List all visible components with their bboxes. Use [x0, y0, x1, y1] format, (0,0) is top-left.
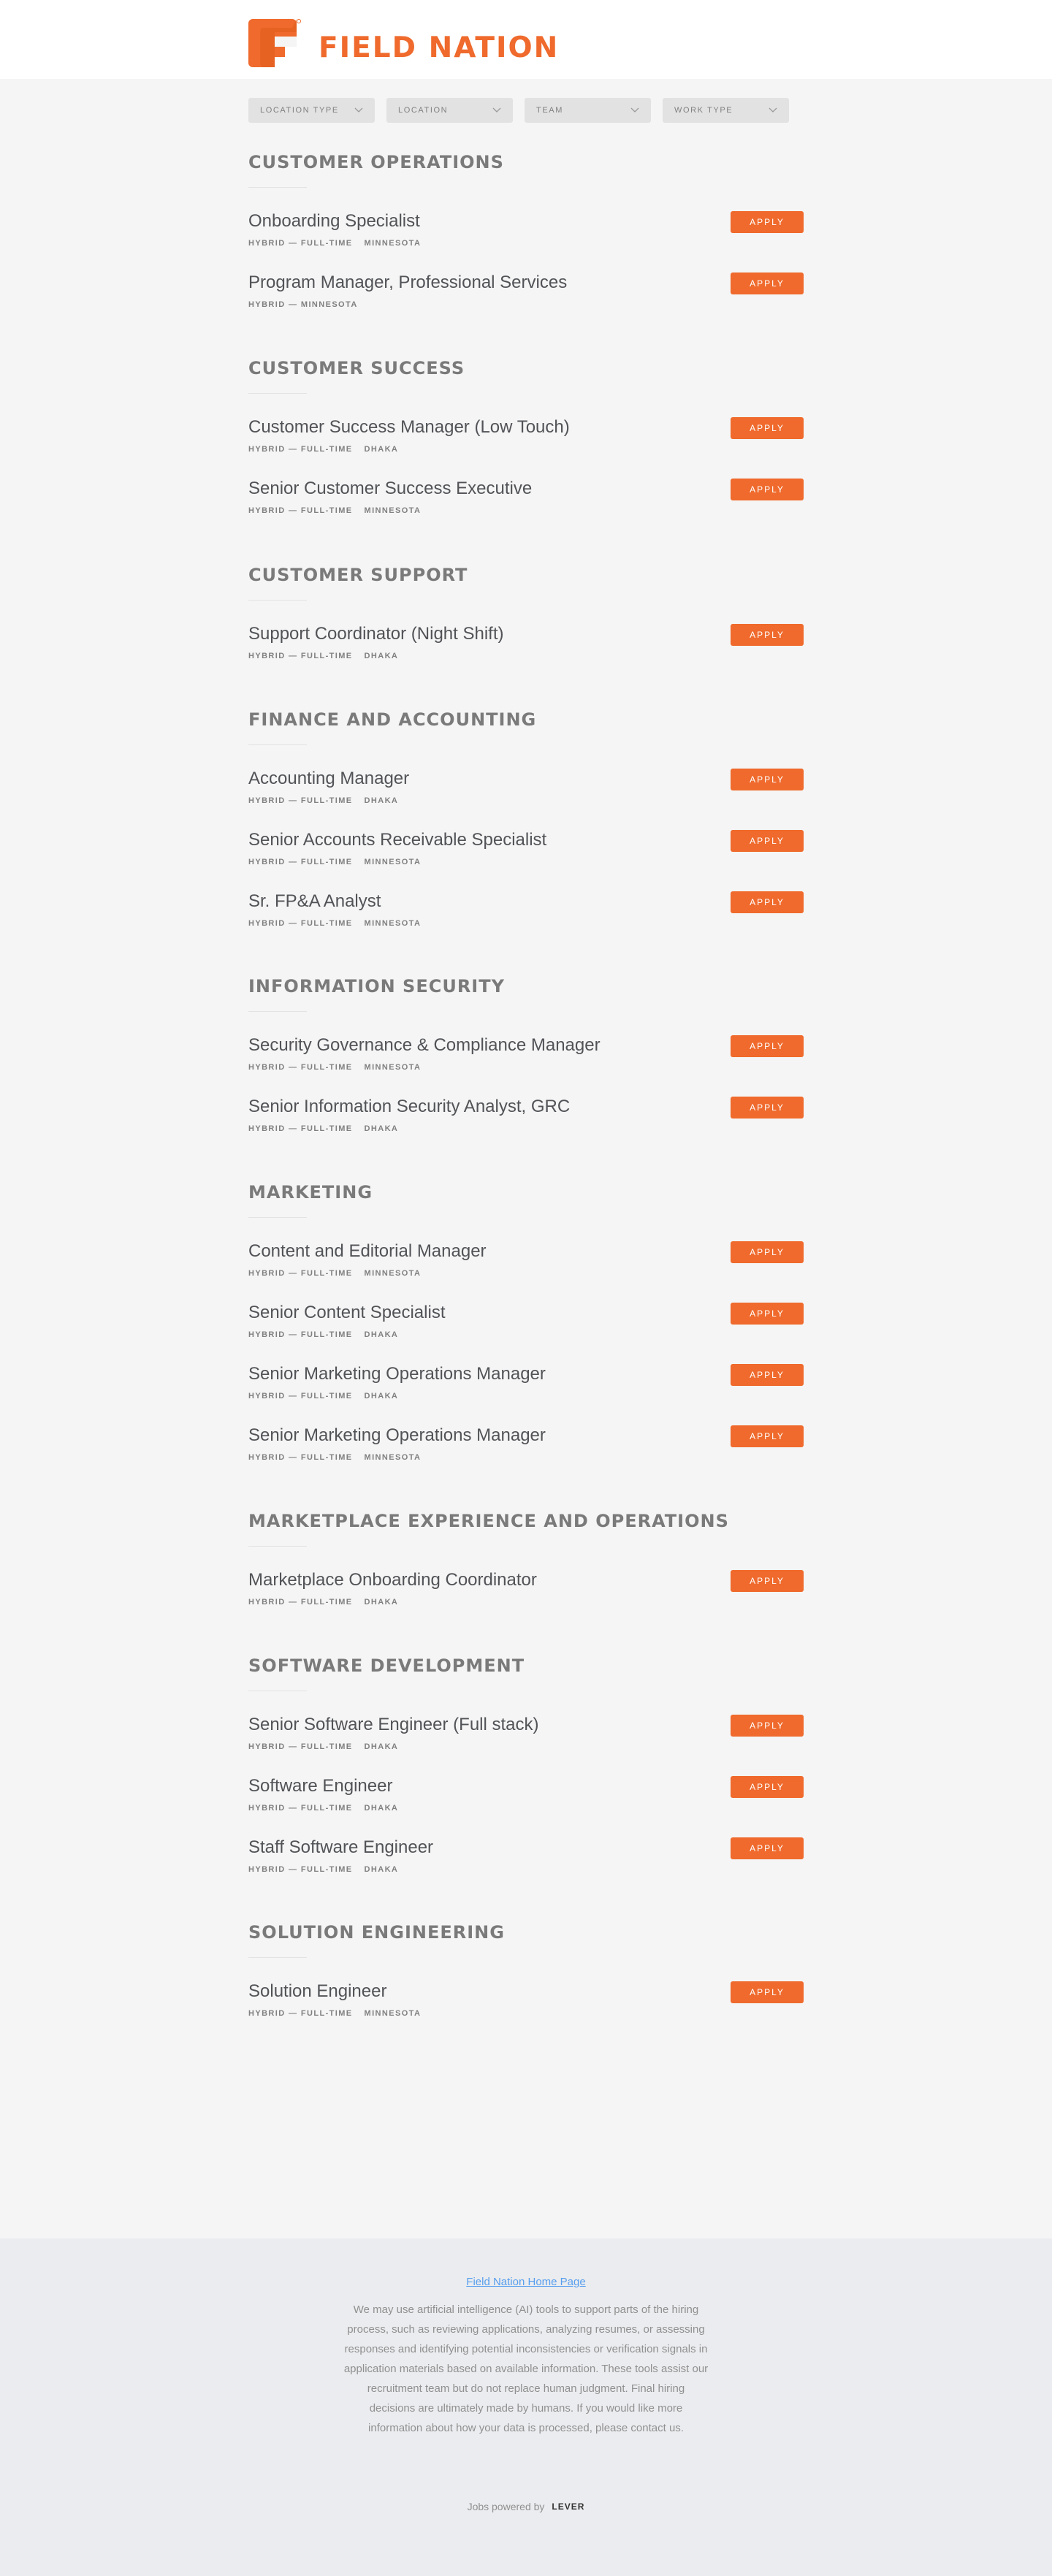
posting-commitment: HYBRID — FULL-TIME [248, 919, 353, 928]
posting-group [248, 1184, 804, 1487]
posting-location: DHAKA [364, 796, 399, 805]
posting-meta [248, 1269, 421, 1278]
group-title: MARKETING [248, 1182, 373, 1203]
group-divider [248, 600, 307, 601]
posting-title[interactable]: Software Engineer [248, 1776, 393, 1796]
posting-commitment: HYBRID — FULL-TIME [248, 1742, 353, 1751]
posting-list [248, 1570, 804, 1631]
posting-title[interactable]: Senior Marketing Operations Manager [248, 1425, 546, 1445]
posting-row[interactable] [248, 1303, 804, 1364]
brand-name: FIELD NATION [319, 31, 560, 64]
filter-label: WORK TYPE [674, 106, 733, 115]
posting-title[interactable]: Senior Information Security Analyst, GRC [248, 1097, 571, 1116]
posting-meta [248, 1392, 398, 1401]
posting-list [248, 417, 804, 540]
posting-list [248, 1035, 804, 1158]
filter-bar [248, 98, 789, 123]
posting-meta [248, 1804, 398, 1813]
posting-title[interactable]: Accounting Manager [248, 769, 410, 788]
posting-location: DHAKA [364, 1330, 399, 1339]
posting-location: DHAKA [364, 1742, 399, 1751]
group-title: SOFTWARE DEVELOPMENT [248, 1655, 525, 1676]
page-footer [0, 2238, 1052, 2576]
posting-meta [248, 652, 398, 660]
chevron-down-icon [354, 107, 363, 113]
apply-button[interactable]: APPLY [731, 624, 804, 646]
posting-location: MINNESOTA [364, 1063, 422, 1072]
posting-commitment: HYBRID — FULL-TIME [248, 1392, 353, 1401]
apply-button[interactable]: APPLY [731, 1097, 804, 1119]
apply-button[interactable]: APPLY [731, 1364, 804, 1386]
filter-work-type[interactable] [663, 98, 789, 123]
apply-button[interactable]: APPLY [731, 1837, 804, 1859]
posting-meta [248, 445, 398, 454]
posting-title[interactable]: Onboarding Specialist [248, 211, 420, 231]
group-title: CUSTOMER OPERATIONS [248, 152, 504, 172]
posting-location: DHAKA [364, 1804, 399, 1813]
posting-title[interactable]: Senior Accounts Receivable Specialist [248, 830, 547, 850]
posting-row[interactable] [248, 1715, 804, 1776]
posting-list [248, 1241, 804, 1487]
home-page-link[interactable]: Field Nation Home Page [466, 2276, 586, 2288]
posting-location: DHAKA [364, 1392, 399, 1401]
posting-row[interactable] [248, 1776, 804, 1837]
posting-group [248, 1657, 804, 1899]
site-header [0, 0, 1052, 79]
group-divider [248, 1217, 307, 1218]
posting-row[interactable] [248, 1570, 804, 1631]
group-divider [248, 393, 307, 394]
posting-row[interactable] [248, 1241, 804, 1303]
field-nation-logo-icon [248, 19, 301, 70]
posting-title[interactable]: Senior Marketing Operations Manager [248, 1364, 546, 1384]
posting-row[interactable] [248, 479, 804, 540]
posting-commitment: HYBRID — FULL-TIME [248, 1453, 353, 1462]
group-divider [248, 1011, 307, 1012]
posting-title[interactable]: Security Governance & Compliance Manager [248, 1035, 601, 1055]
posting-commitment: HYBRID — FULL-TIME [248, 858, 353, 866]
posting-title[interactable]: Senior Software Engineer (Full stack) [248, 1715, 539, 1734]
posting-row[interactable] [248, 1364, 804, 1425]
posting-meta [248, 1330, 398, 1339]
filter-label: LOCATION TYPE [260, 106, 339, 115]
posting-commitment: HYBRID — FULL-TIME [248, 445, 353, 454]
posting-location: MINNESOTA [364, 1453, 422, 1462]
posting-meta [248, 239, 421, 248]
filter-team[interactable] [525, 98, 651, 123]
apply-button[interactable]: APPLY [731, 1776, 804, 1798]
posting-commitment: HYBRID — FULL-TIME [248, 1124, 353, 1133]
group-title: MARKETPLACE EXPERIENCE AND OPERATIONS [248, 1511, 729, 1531]
group-divider [248, 744, 307, 745]
posting-list [248, 1981, 804, 2043]
posting-location: MINNESOTA [364, 858, 422, 866]
posting-group [248, 1512, 804, 1631]
posting-group [248, 566, 804, 685]
posting-title[interactable]: Customer Success Manager (Low Touch) [248, 417, 570, 437]
filter-label: LOCATION [398, 106, 449, 115]
group-title: CUSTOMER SUCCESS [248, 358, 465, 378]
posting-row[interactable] [248, 830, 804, 891]
posting-row[interactable] [248, 211, 804, 273]
apply-button[interactable]: APPLY [731, 891, 804, 913]
posting-title[interactable]: Sr. FP&A Analyst [248, 891, 381, 911]
posting-list [248, 211, 804, 334]
group-divider [248, 187, 307, 188]
apply-button[interactable]: APPLY [731, 1715, 804, 1737]
posting-title[interactable]: Senior Customer Success Executive [248, 479, 533, 498]
posting-location: MINNESOTA [364, 1269, 422, 1278]
posting-meta [248, 2009, 421, 2018]
group-title: CUSTOMER SUPPORT [248, 565, 468, 585]
posting-row[interactable] [248, 1097, 804, 1158]
posting-meta [248, 1742, 398, 1751]
posting-meta [248, 1124, 398, 1133]
posting-title[interactable]: Solution Engineer [248, 1981, 387, 2001]
posting-meta [248, 1598, 398, 1607]
posting-location: MINNESOTA [364, 2009, 422, 2018]
posting-location: DHAKA [364, 652, 399, 660]
posting-commitment: HYBRID — FULL-TIME [248, 796, 353, 805]
chevron-down-icon [630, 107, 639, 113]
posting-row[interactable] [248, 1981, 804, 2043]
apply-button[interactable]: APPLY [731, 1241, 804, 1263]
posting-meta [248, 506, 421, 515]
posting-title[interactable]: Staff Software Engineer [248, 1837, 434, 1857]
filter-label: TEAM [536, 106, 563, 115]
group-title: INFORMATION SECURITY [248, 976, 505, 997]
posting-meta [248, 919, 421, 928]
posting-location: DHAKA [364, 1598, 399, 1607]
posting-row[interactable] [248, 624, 804, 685]
posting-title[interactable]: Marketplace Onboarding Coordinator [248, 1570, 537, 1590]
posting-meta [248, 1453, 421, 1462]
posting-row[interactable] [248, 1837, 804, 1899]
posting-list [248, 1715, 804, 1899]
posting-list [248, 769, 804, 953]
apply-button[interactable]: APPLY [731, 1035, 804, 1057]
apply-button[interactable]: APPLY [731, 1303, 804, 1325]
apply-button[interactable]: APPLY [731, 830, 804, 852]
posting-title[interactable]: Content and Editorial Manager [248, 1241, 487, 1261]
posting-title[interactable]: Senior Content Specialist [248, 1303, 446, 1322]
ai-notice: We may use artificial intelligence (AI) tools to support parts of the hiring process, such as reviewing applications, analyzing resumes, or assessing responses and identifying potential inconsistencies or verification signals in application materials based on available information. These tools assist our recruitment team but do not replace human judgment. Final hiring decisions are ultimately made by humans. If you would like more information about how your data is processed, please contact us. [343, 2303, 709, 2434]
apply-button[interactable]: APPLY [731, 1425, 804, 1447]
posting-meta [248, 300, 358, 309]
posting-group [248, 359, 804, 540]
posting-commitment: HYBRID — FULL-TIME [248, 1269, 353, 1278]
powered-by-label: Jobs powered by [467, 2501, 545, 2512]
group-divider [248, 1546, 307, 1547]
apply-button[interactable]: APPLY [731, 211, 804, 233]
group-title: FINANCE AND ACCOUNTING [248, 709, 537, 730]
posting-commitment: HYBRID — FULL-TIME [248, 1865, 353, 1874]
chevron-down-icon [492, 107, 501, 113]
posting-group [248, 978, 804, 1158]
posting-title[interactable]: Support Coordinator (Night Shift) [248, 624, 504, 644]
posting-row[interactable] [248, 417, 804, 479]
posting-commitment: HYBRID — FULL-TIME [248, 1804, 353, 1813]
posting-group [248, 711, 804, 953]
apply-button[interactable]: APPLY [731, 273, 804, 294]
posting-commitment: HYBRID — FULL-TIME [248, 652, 353, 660]
posting-location: DHAKA [364, 1865, 399, 1874]
group-title: SOLUTION ENGINEERING [248, 1922, 505, 1943]
posting-row[interactable] [248, 1035, 804, 1097]
group-divider [248, 1957, 307, 1958]
posting-commitment: HYBRID — FULL-TIME [248, 2009, 353, 2018]
powered-by [0, 2501, 1052, 2512]
posting-group [248, 1924, 804, 2043]
posting-meta [248, 796, 398, 805]
posting-row[interactable] [248, 273, 804, 334]
apply-button[interactable]: APPLY [731, 417, 804, 439]
posting-group [248, 153, 804, 334]
posting-title[interactable]: Program Manager, Professional Services [248, 273, 568, 292]
apply-button[interactable]: APPLY [731, 1981, 804, 2003]
filter-location-type[interactable] [248, 98, 375, 123]
posting-row[interactable] [248, 1425, 804, 1487]
apply-button[interactable]: APPLY [731, 769, 804, 790]
posting-meta [248, 1063, 421, 1072]
posting-commitment: HYBRID — FULL-TIME [248, 506, 353, 515]
posting-commitment: HYBRID — FULL-TIME [248, 1598, 353, 1607]
chevron-down-icon [769, 107, 777, 113]
apply-button[interactable]: APPLY [731, 1570, 804, 1592]
posting-meta [248, 858, 421, 866]
apply-button[interactable]: APPLY [731, 479, 804, 500]
lever-logo[interactable]: LEVER [552, 2501, 585, 2512]
filter-location[interactable] [386, 98, 513, 123]
posting-list [248, 624, 804, 685]
posting-commitment: HYBRID — FULL-TIME [248, 1063, 353, 1072]
posting-meta [248, 1865, 398, 1874]
posting-location: DHAKA [364, 445, 399, 454]
posting-commitment: HYBRID — MINNESOTA [248, 300, 358, 309]
posting-location: DHAKA [364, 1124, 399, 1133]
posting-location: MINNESOTA [364, 919, 422, 928]
posting-commitment: HYBRID — FULL-TIME [248, 1330, 353, 1339]
posting-row[interactable] [248, 769, 804, 830]
posting-row[interactable] [248, 891, 804, 953]
brand-logo[interactable] [248, 19, 559, 70]
posting-location: MINNESOTA [364, 239, 422, 248]
posting-location: MINNESOTA [364, 506, 422, 515]
posting-commitment: HYBRID — FULL-TIME [248, 239, 353, 248]
